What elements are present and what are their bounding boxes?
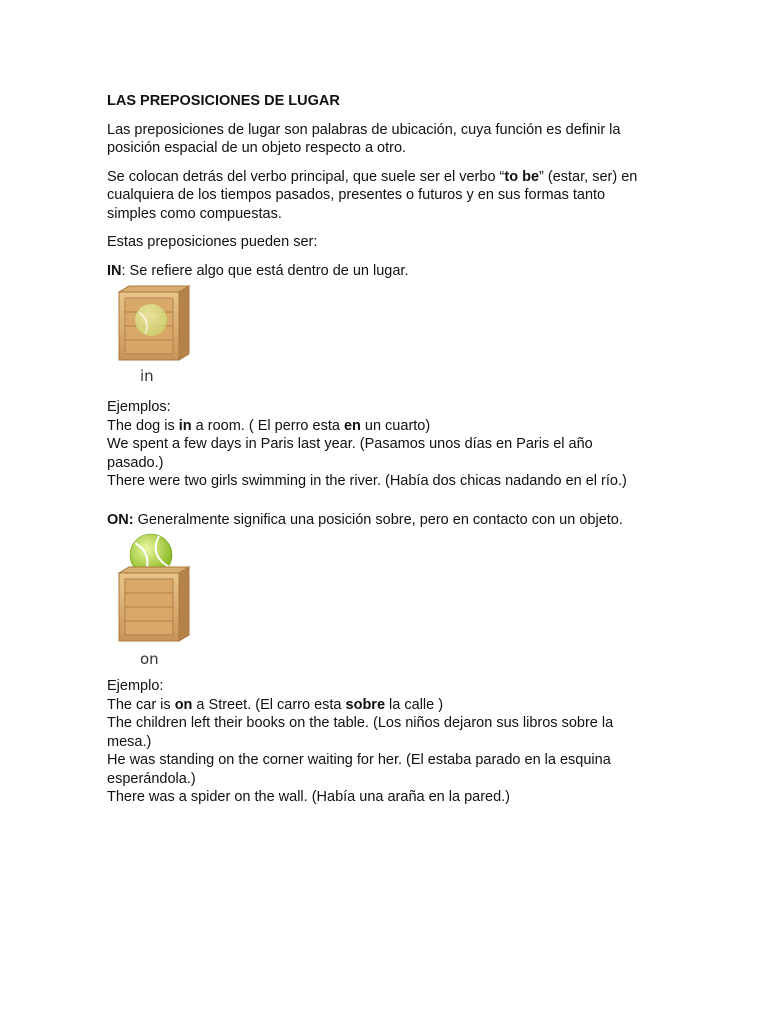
tennis-ball-icon [135, 304, 167, 336]
on-heading: ON: Generalmente significa una posición sobre, pero en contacto con un objeto. [107, 511, 623, 528]
intro-paragraph-2: Se colocan detrás del verbo principal, que suele ser el verbo “to be” (estar, ser) en cualquiera de los tiempos pasados, presentes o futuros y en sus formas tanto simples como compuestas. [107, 168, 638, 222]
on-example-1: The car is on a Street. (El carro esta sobre la calle ) [107, 696, 444, 713]
in-illustration [107, 284, 197, 392]
in-example-3: There were two girls swimming in the river. (Había dos chicas nadando en el río.) [107, 473, 627, 489]
wooden-crate-icon [115, 533, 195, 653]
in-example-1: The dog is in a room. ( El perro esta en un cuarto) [107, 417, 431, 434]
on-examples: Ejemplo: The car is on a Street. (El carro esta sobre la calle ) The children left their books on the table. (Los niños dejaron sus libros sobre la mesa.) He was standing on the corner waiting for her. (El estaba parado en la esquina esperándola.) There was a spider on the wall. (Había una araña en la pared.) [107, 677, 667, 807]
on-example-2: The children left their books on the table. (Los niños dejaron sus libros sobre la [107, 715, 614, 731]
intro-paragraph-1: Las preposiciones de lugar son palabras de ubicación, cuya función es definir la posición espacial de un objeto respecto a otro. [107, 121, 621, 156]
in-heading: IN: Se refiere algo que está dentro de un lugar. [107, 262, 409, 279]
on-example-4: There was a spider on the wall. (Había una araña en la pared.) [107, 789, 511, 805]
on-image-caption: on [140, 650, 159, 668]
in-example-2: We spent a few days in Paris last year. (Pasamos unos días en Paris el año [107, 436, 593, 452]
wooden-crate-icon [115, 284, 195, 370]
in-image-caption: in [140, 367, 154, 385]
on-example-3: He was standing on the corner waiting for her. (El estaba parado en la esquina [107, 752, 611, 768]
on-illustration [107, 533, 197, 673]
in-examples: Ejemplos: The dog is in a room. ( El perro esta en un cuarto) We spent a few days in Paris last year. (Pasamos unos días en Paris el año pasado.) There were two girls swimming in the river. (Había dos chicas nadando en el río.) [107, 398, 667, 491]
intro-paragraph-3: Estas preposiciones pueden ser: [107, 234, 318, 250]
page-title: LAS PREPOSICIONES DE LUGAR [107, 93, 340, 109]
document-body [107, 92, 667, 807]
